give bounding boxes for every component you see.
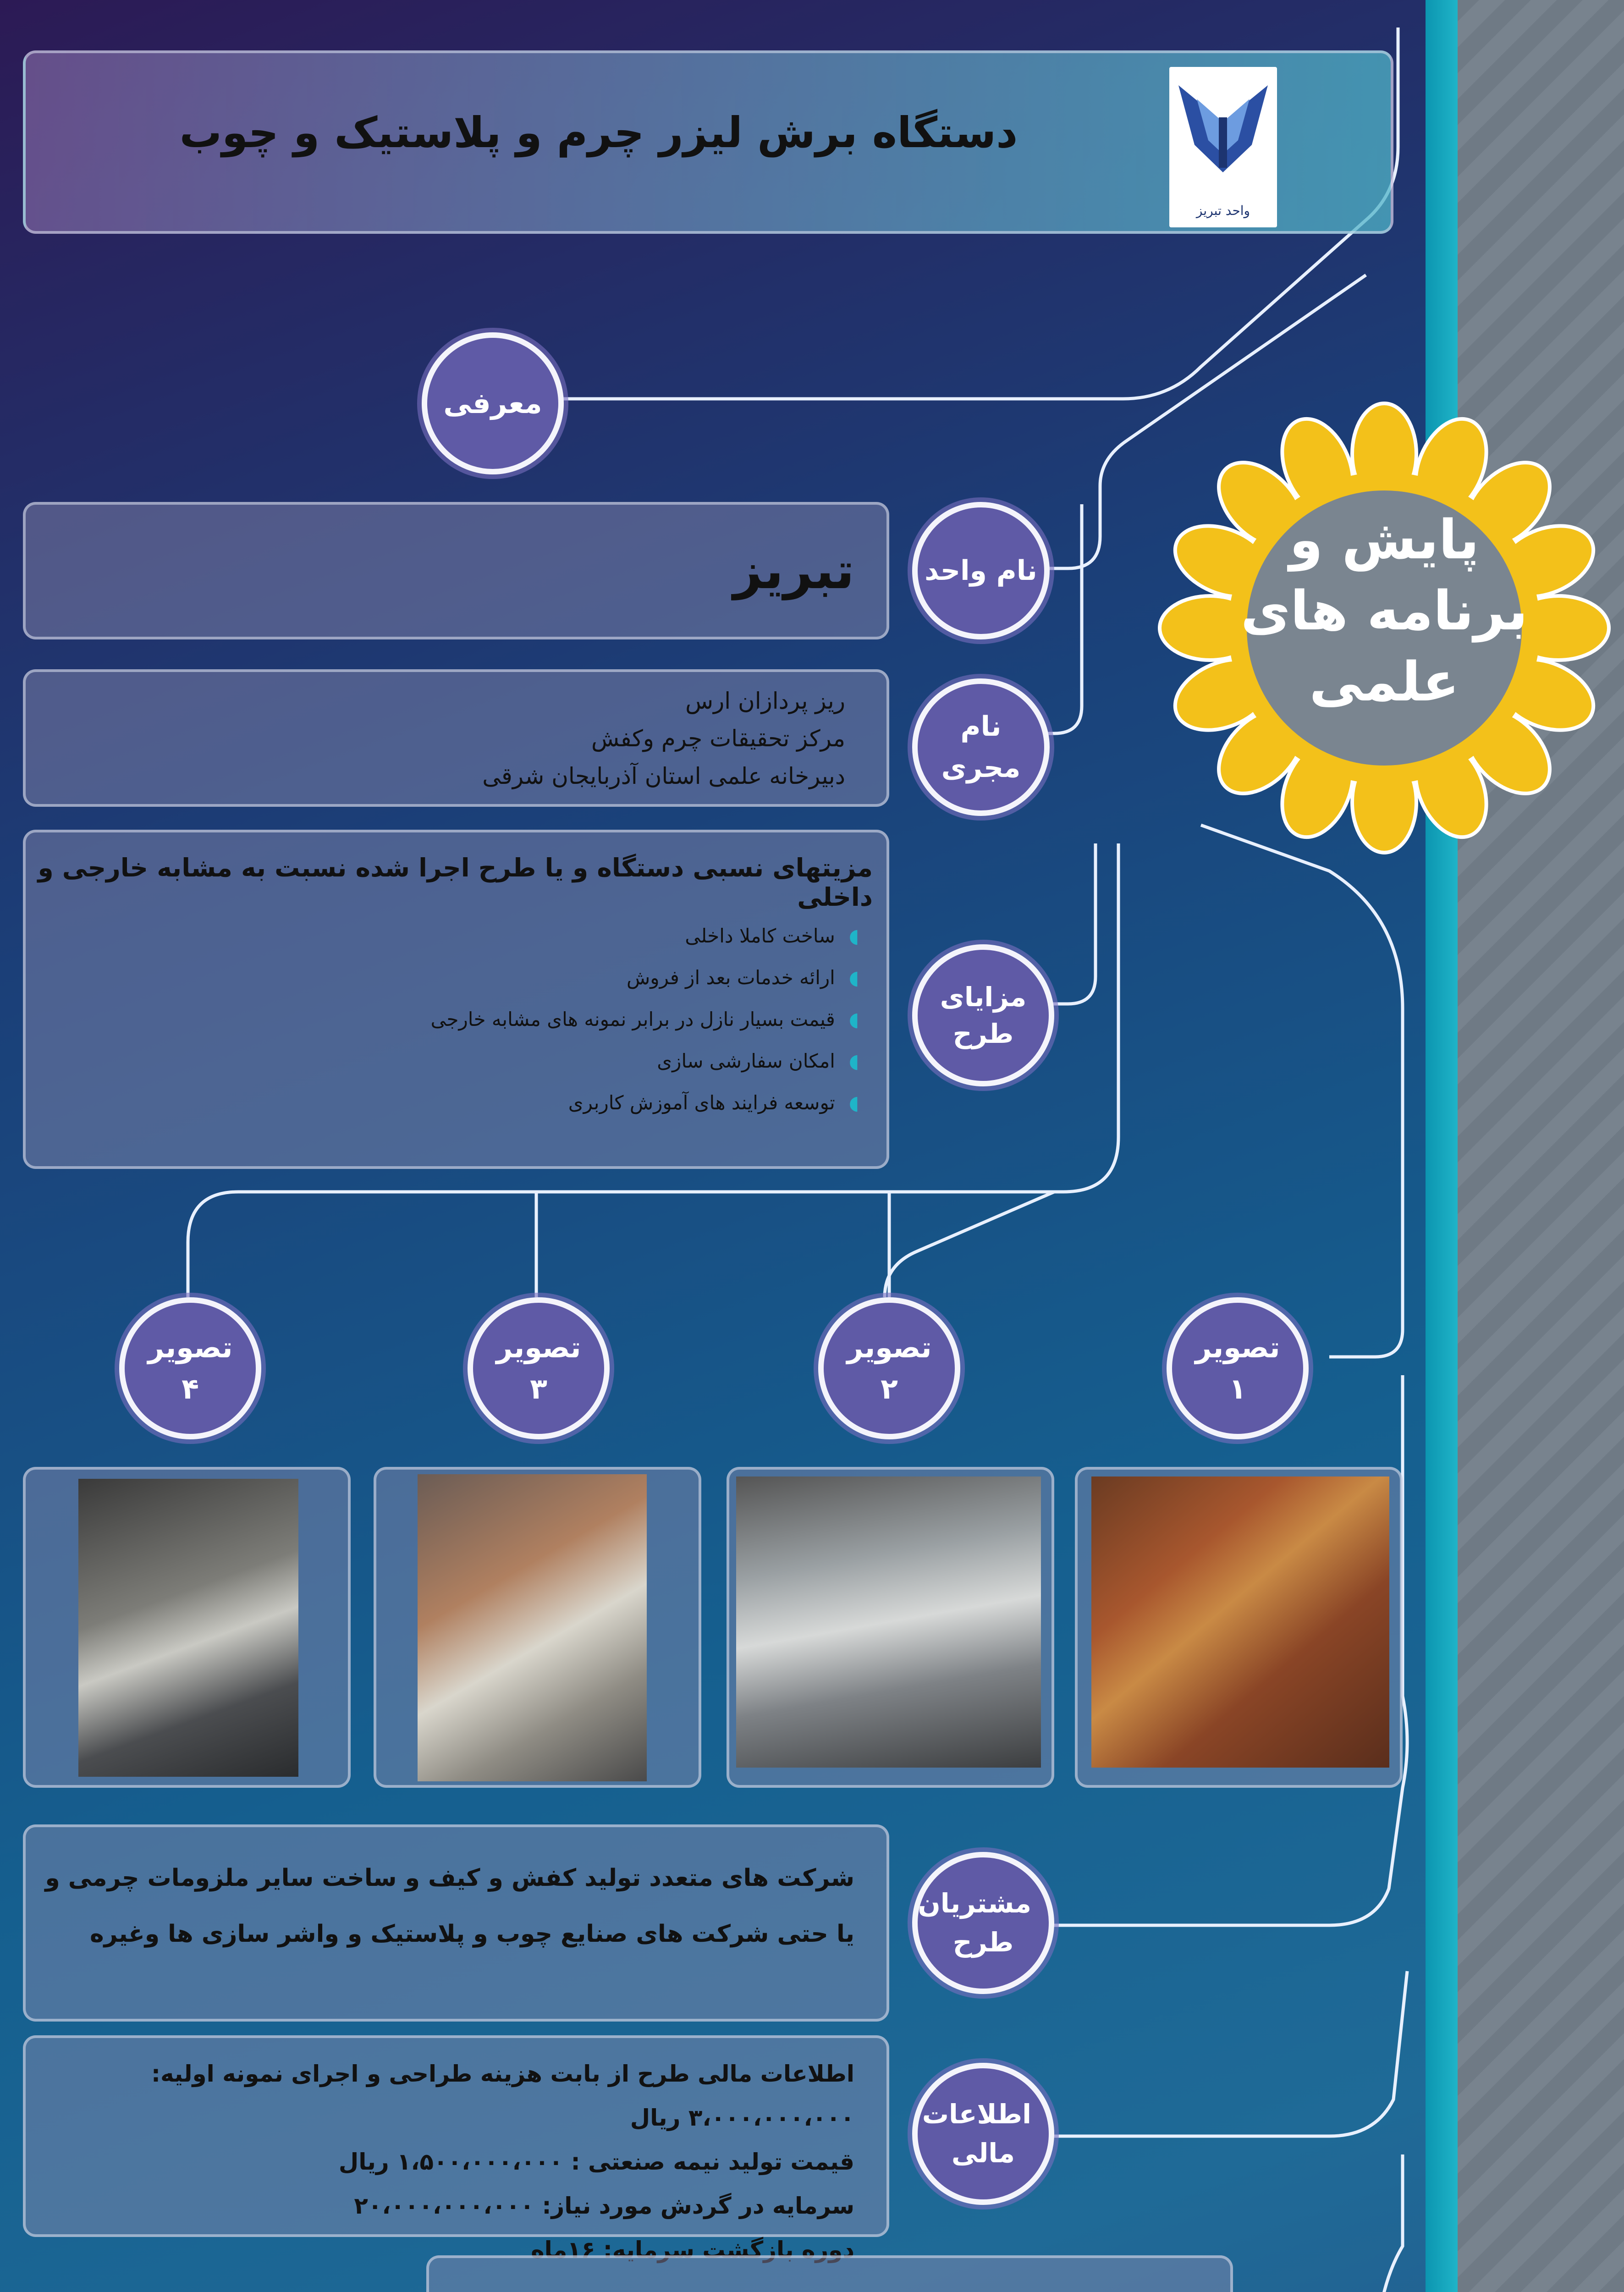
finance-line-3: سرمایه در گردش مورد نیاز: ۲۰،۰۰۰،۰۰۰،۰۰۰: [354, 2193, 854, 2219]
advantage-item: ◖قیمت بسیار نازل در برابر نمونه های مشابه خارجی: [430, 1008, 859, 1030]
finance-line-2: قیمت تولید نیمه صنعتی : ۱،۵۰۰،۰۰۰،۰۰۰ ریال: [338, 2149, 854, 2175]
intro-circle: [422, 332, 564, 474]
advantage-item: ◖توسعه فرایند های آموزش کاربری: [568, 1091, 859, 1114]
customers-panel: [23, 1824, 889, 2022]
finance-lines: [29, 2052, 854, 2272]
finance-line-4: دوره بازگشت سرمایه: ۱۶ماه: [531, 2237, 854, 2263]
badge-line-3: علمی: [1309, 650, 1459, 713]
executor-line-2: مرکز تحقیقات چرم وکفش: [591, 725, 845, 752]
advantages-panel: [23, 830, 889, 1169]
unit-value: تبریز: [733, 541, 854, 600]
bullet-icon: ◖: [848, 925, 859, 947]
advantage-item: ◖ساخت کاملا داخلی: [685, 925, 859, 947]
image-circle-2: تصویر ۲: [818, 1297, 960, 1439]
finance-line-1: اطلاعات مالی طرح از بابت هزینه طراحی و اجرای نمونه اولیه: ۳،۰۰۰،۰۰۰،۰۰۰ ریال: [151, 2061, 854, 2131]
badge-text: [1233, 504, 1536, 717]
executor-lines: [66, 682, 845, 795]
photo-frame-3: [374, 1467, 701, 1788]
photo-leather-samples-1: [1091, 1477, 1389, 1768]
unit-label: نام واحد: [925, 555, 1037, 587]
photo-laser-machine-2: [736, 1477, 1041, 1768]
advantages-heading: مزیتهای نسبی دستگاه و یا طرح اجرا شده نسبت به مشابه خارجی و داخلی: [38, 853, 873, 912]
photo-frame-1: [1075, 1467, 1403, 1788]
bullet-icon: ◖: [848, 1008, 859, 1030]
bullet-icon: ◖: [848, 1091, 859, 1114]
badge-line-1: پایش و: [1289, 508, 1480, 571]
executor-label: نام مجری: [941, 711, 1021, 784]
page-title: دستگاه برش لیزر چرم و پلاستیک و چوب: [179, 108, 1018, 157]
photo-laser-machine-3: [418, 1474, 647, 1781]
intro-label: معرفی: [443, 386, 542, 420]
finance-circle: [912, 2063, 1054, 2205]
executor-circle: [912, 678, 1050, 816]
executor-line-3: دبیرخانه علمی استان آذربایجان شرقی: [482, 763, 845, 789]
logo-caption: واحد تبریز: [1196, 203, 1250, 218]
bullet-icon: ◖: [848, 1050, 859, 1072]
executor-line-1: ریز پردازان ارس: [685, 688, 845, 714]
photo-laser-machine-4: [78, 1479, 298, 1777]
image-circle-4: تصویر ۴: [119, 1297, 261, 1439]
unit-circle: [912, 502, 1050, 639]
bullet-icon: ◖: [848, 966, 859, 989]
advantages-list: [80, 915, 859, 1124]
finance-panel: [23, 2035, 889, 2263]
photo-frame-4: [23, 1467, 351, 1788]
abstract-text: [451, 2281, 1203, 2292]
header-bar: [23, 50, 1393, 234]
badge-line-2: برنامه های: [1240, 579, 1528, 642]
emblem-icon: [1169, 67, 1277, 195]
customers-label: مشتریان طرح: [918, 1888, 1031, 1958]
advantages-circle: [912, 944, 1054, 1086]
customers-text: شرکت های متعدد تولید کفش و کیف و ساخت سایر ملزومات چرمی و یا حتی شرکت های صنایع چوب و پلاستیک و واشر سازی ها وغیره: [45, 1864, 854, 1948]
university-logo: [1169, 67, 1277, 227]
advantage-item: ◖ارائه خدمات بعد از فروش: [627, 966, 859, 989]
photo-frame-2: [727, 1467, 1054, 1788]
program-badge: [1155, 399, 1613, 857]
advantage-item: ◖امکان سفارشی سازی: [657, 1050, 859, 1072]
finance-label: اطلاعات مالی: [922, 2099, 1031, 2169]
image-circle-1: تصویر ۱: [1167, 1297, 1309, 1439]
executor-panel: [23, 669, 889, 807]
unit-panel: [23, 502, 889, 639]
abstract-panel: [426, 2255, 1233, 2292]
advantages-label: مزایای طرح: [940, 981, 1027, 1049]
customers-circle: [912, 1852, 1054, 1994]
image-circle-3: تصویر ۳: [468, 1297, 610, 1439]
